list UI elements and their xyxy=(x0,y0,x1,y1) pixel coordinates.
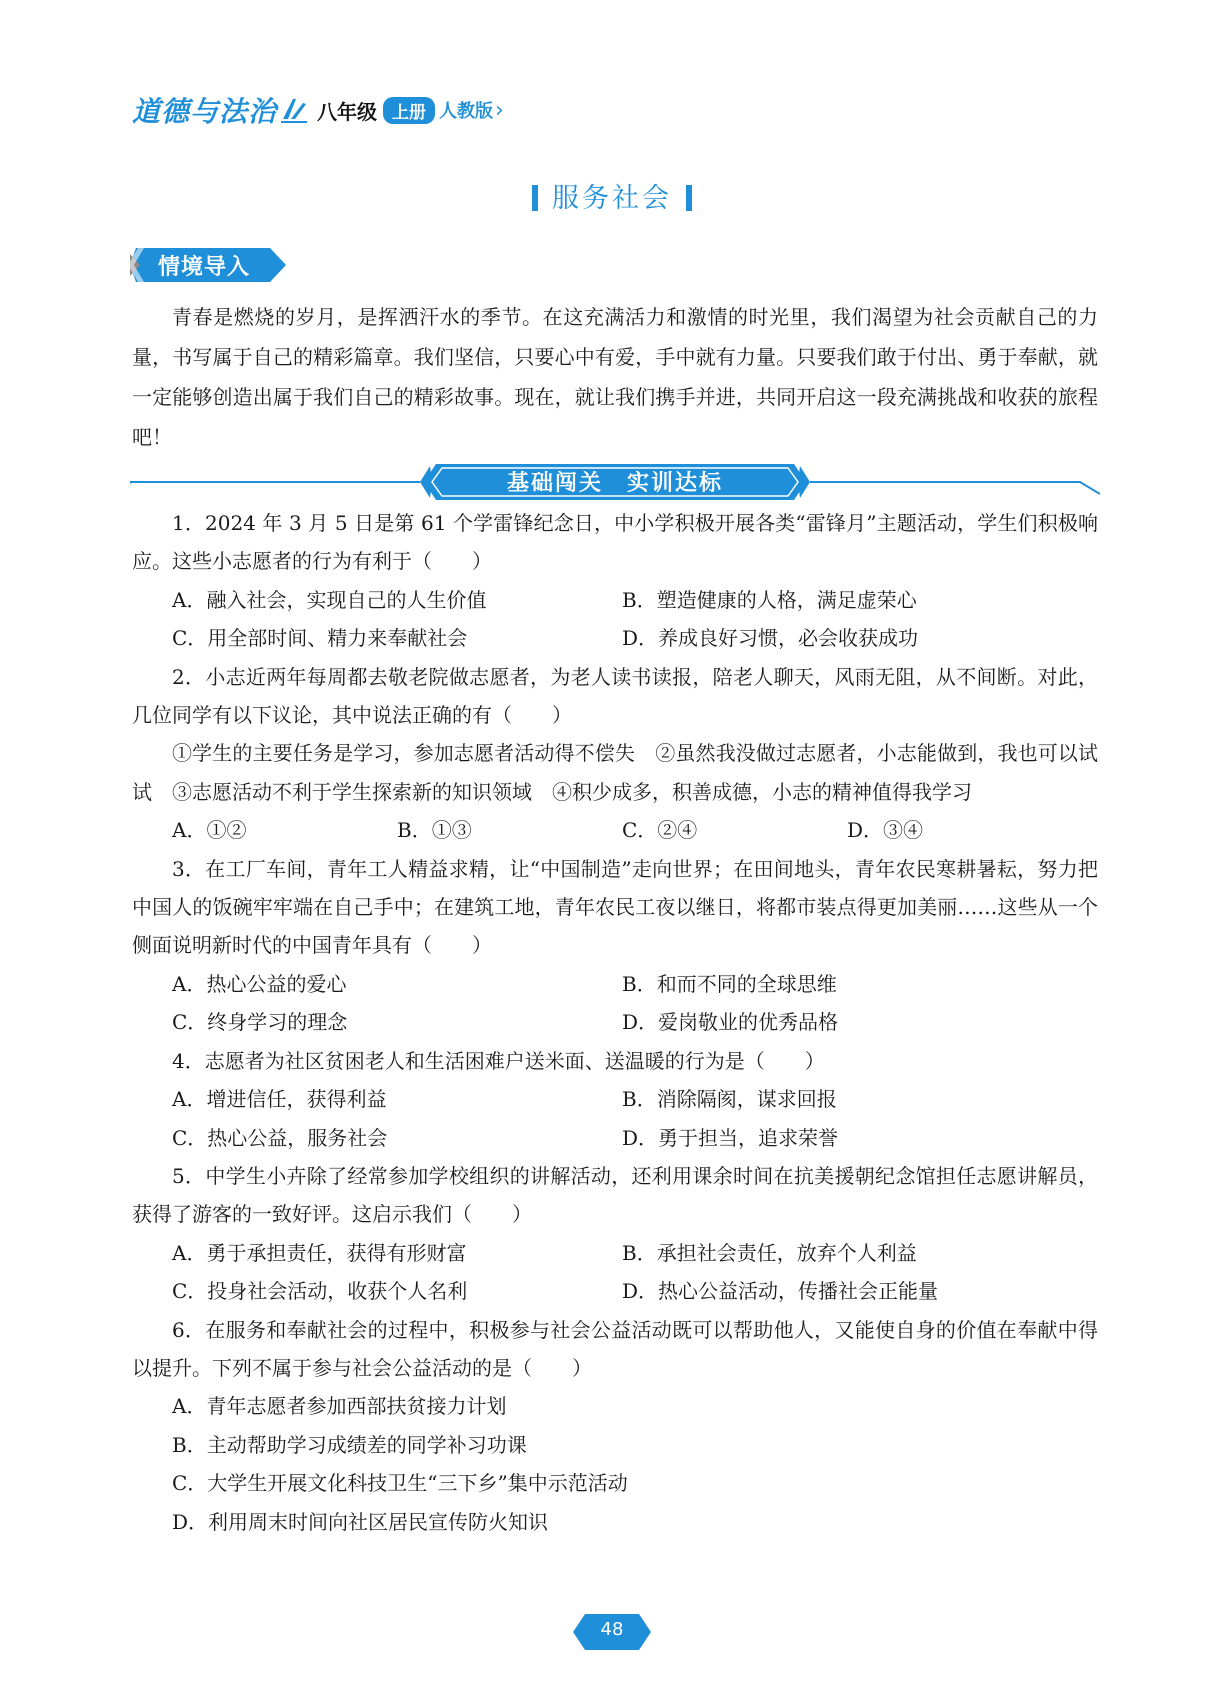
option-b: B．消除隔阂，谋求回报 xyxy=(622,1087,837,1112)
question-6 xyxy=(132,1311,1098,1541)
options-row xyxy=(132,1119,1098,1157)
page-number-badge xyxy=(573,1612,651,1652)
subject-title: 道德与法治 xyxy=(132,95,278,128)
question-4 xyxy=(132,1042,1098,1157)
question-2 xyxy=(132,658,1098,850)
option-a: A．增进信任，获得利益 xyxy=(172,1087,387,1112)
option-b: B．塑造健康的人格，满足虚荣心 xyxy=(622,587,917,612)
options-row xyxy=(132,1234,1098,1272)
option-b: B．承担社会责任，放弃个人利益 xyxy=(622,1240,917,1265)
intro-badge xyxy=(130,246,290,284)
question-1 xyxy=(132,504,1098,658)
option-d: D．勇于担当，追求荣誉 xyxy=(622,1125,839,1150)
options-row xyxy=(132,965,1098,1003)
edition-label: 人教版 xyxy=(439,101,494,122)
question-stem: 5．中学生小卉除了经常参加学校组织的讲解活动，还利用课余时间在抗美援朝纪念馆担任志愿讲解员，获得了游客的一致好评。这启示我们（ ） xyxy=(132,1163,1098,1227)
option-c: C．投身社会活动，收获个人名利 xyxy=(172,1279,468,1304)
option-d: D．热心公益活动，传播社会正能量 xyxy=(622,1279,939,1304)
options-row xyxy=(132,1003,1098,1041)
option-d: D．养成良好习惯，必会收获成功 xyxy=(622,626,919,651)
option-c: C．用全部时间、精力来奉献社会 xyxy=(172,626,468,651)
options-row xyxy=(132,1272,1098,1310)
question-stem: 6．在服务和奉献社会的过程中，积极参与社会公益活动既可以帮助他人，又能使自身的价值在奉献中得以提升。下列不属于参与社会公益活动的是（ ） xyxy=(132,1317,1098,1380)
option-b: B．①③ xyxy=(397,818,472,843)
section-title xyxy=(0,176,1224,215)
option-c: C．热心公益，服务社会 xyxy=(172,1125,388,1150)
option-d: D．利用周末时间向社区居民宣传防火知识 xyxy=(172,1509,549,1534)
option-a: A．①② xyxy=(172,818,247,843)
option-a: A．热心公益的爱心 xyxy=(172,971,347,996)
option-d: D．爱岗敬业的优秀品格 xyxy=(622,1010,839,1035)
book-header xyxy=(132,92,504,128)
section-divider xyxy=(130,458,1100,508)
option-c: C．终身学习的理念 xyxy=(172,1010,348,1035)
option-c: C．②④ xyxy=(622,818,698,843)
grade-label: 八年级 xyxy=(317,99,378,124)
chevron-right-icon: › xyxy=(495,97,504,123)
title-bar-right xyxy=(686,185,692,211)
intro-paragraph: 青春是燃烧的岁月，是挥洒汗水的季节。在这充满活力和激情的时光里，我们渴望为社会贡献自己的力量，书写属于自己的精彩篇章。我们坚信，只要心中有爱，手中就有力量。只要我们敢于付出、勇于奉献，就一定能够创造出属于我们自己的精彩故事。现在，就让我们携手并进，共同开启这一段充满挑战和收获的旅程吧！ xyxy=(132,305,1098,449)
option-b: B．和而不同的全球思维 xyxy=(622,971,837,996)
question-stem: 1．2024 年 3 月 5 日是第 61 个学雷锋纪念日，中小学积极开展各类“雷锋月”主题活动，学生们积极响应。这些小志愿者的行为有利于（ ） xyxy=(132,511,1098,574)
divider-title: 基础闯关 实训达标 xyxy=(506,471,723,496)
question-stem: 2．小志近两年每周都去敬老院做志愿者，为老人读书读报，陪老人聊天，风雨无阻，从不间断。对此，几位同学有以下议论，其中说法正确的有（ ） xyxy=(132,664,1098,728)
question-stem: 3．在工厂车间，青年工人精益求精，让“中国制造”走向世界；在田间地头，青年农民寒耕暑耘，努力把中国人的饭碗牢牢端在自己手中；在建筑工地，青年农民工夜以继日，将都市装点得更加美丽……这些从一个侧面说明新时代的中国青年具有（ ） xyxy=(132,856,1098,958)
intro-badge-label: 情境导入 xyxy=(158,255,251,280)
volume-badge: 上册 xyxy=(383,97,435,124)
question-statements: ①学生的主要任务是学习，参加志愿者活动得不偿失 ②虽然我没做过志愿者，小志能做到，我也可以试试 ③志愿活动不利于学生探索新的知识领域 ④积少成多，积善成德，小志的精神值得我学习 xyxy=(132,741,1098,804)
question-stem: 4．志愿者为社区贫困老人和生活困难户送米面、送温暖的行为是（ ） xyxy=(172,1048,825,1073)
options-row xyxy=(132,1080,1098,1118)
options-row xyxy=(132,619,1098,657)
title-bar-left xyxy=(532,185,538,211)
question-list xyxy=(132,504,1098,1541)
question-5 xyxy=(132,1157,1098,1311)
book-logo-icon xyxy=(279,95,309,125)
option-b: B．主动帮助学习成绩差的同学补习功课 xyxy=(172,1432,527,1457)
option-a: A．勇于承担责任，获得有形财富 xyxy=(172,1240,467,1265)
options-row xyxy=(132,811,1098,849)
option-d: D．③④ xyxy=(847,818,924,843)
options-row xyxy=(132,581,1098,619)
page-number: 48 xyxy=(600,1619,624,1640)
option-a: A．融入社会，实现自己的人生价值 xyxy=(172,587,487,612)
option-c: C．大学生开展文化科技卫生“三下乡”集中示范活动 xyxy=(172,1471,628,1496)
section-title-text: 服务社会 xyxy=(552,183,672,214)
question-3 xyxy=(132,850,1098,1042)
option-a: A．青年志愿者参加西部扶贫接力计划 xyxy=(172,1394,507,1419)
